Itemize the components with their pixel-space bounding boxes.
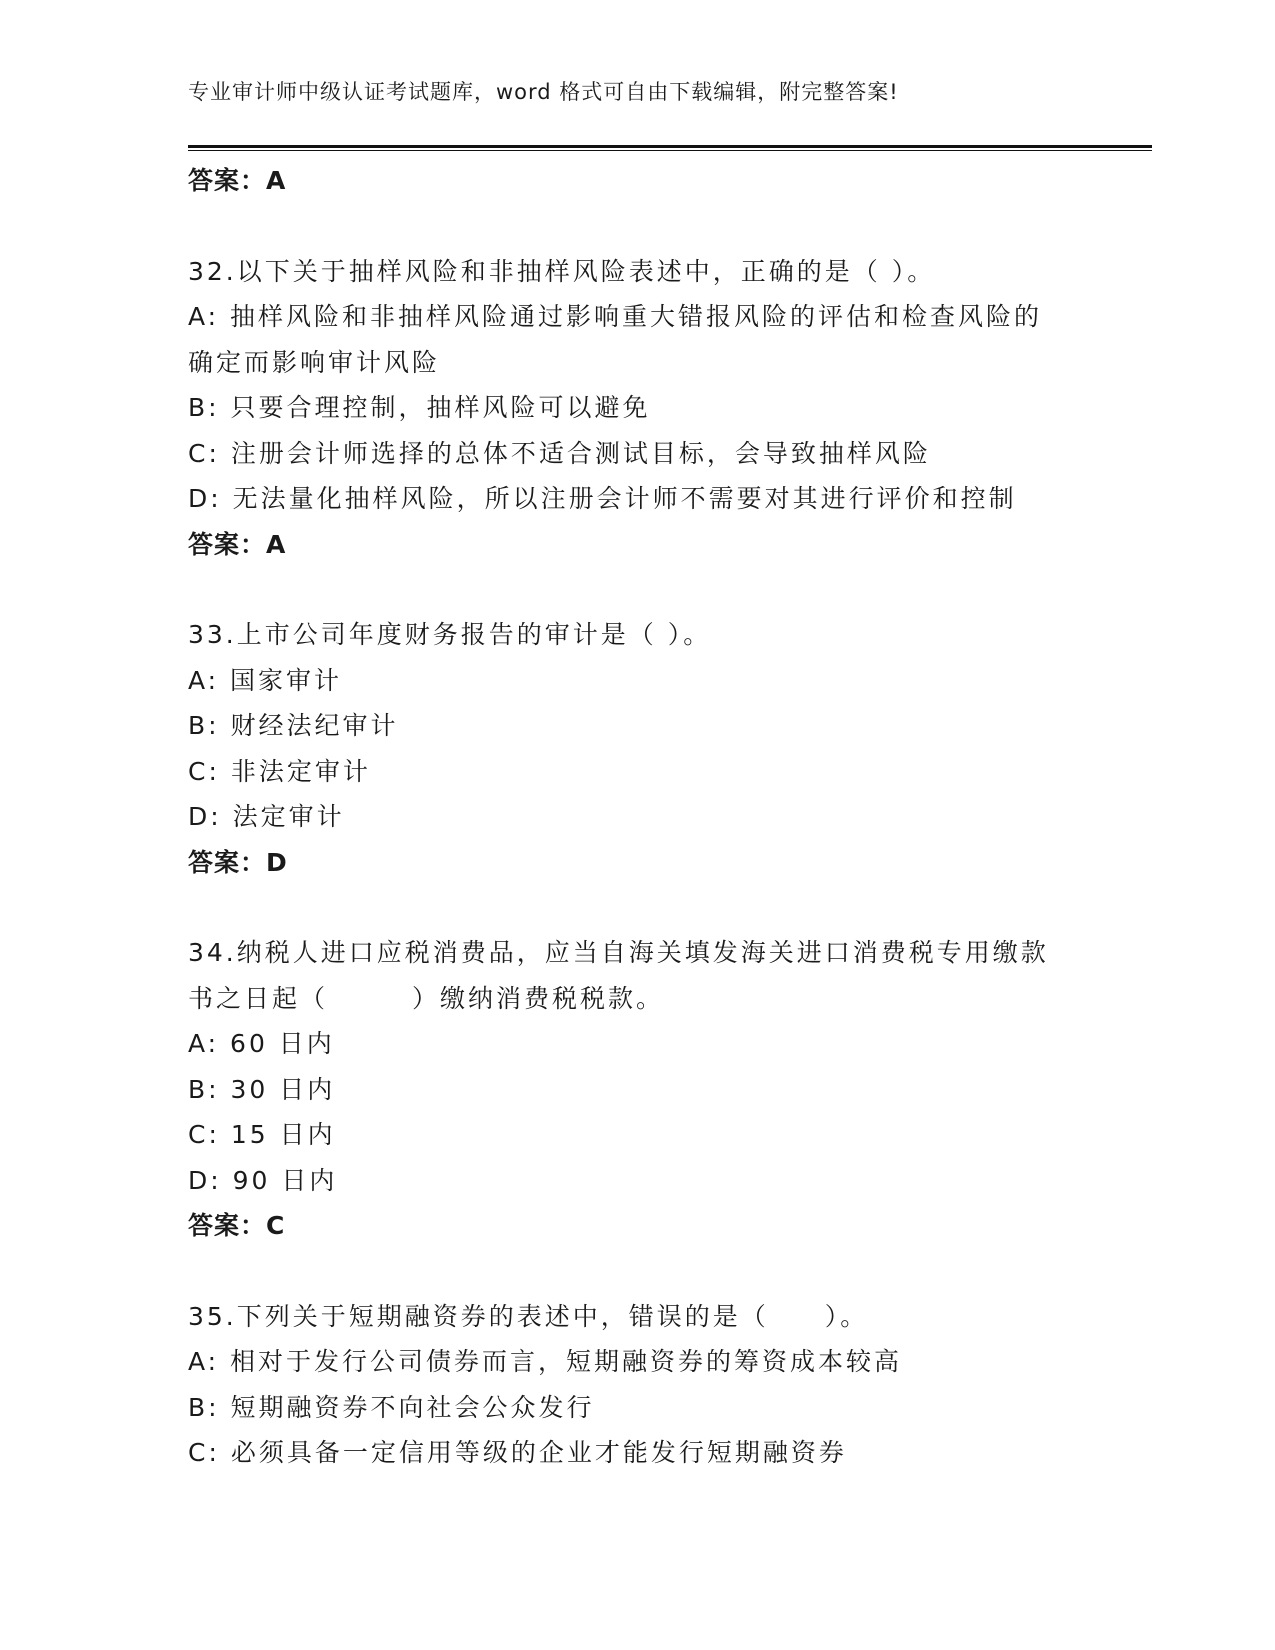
question-stem: 32.以下关于抽样风险和非抽样风险表述中，正确的是（ ）。 — [188, 256, 936, 286]
question-stem: 35.下列关于短期融资券的表述中，错误的是（ ）。 — [188, 1301, 869, 1331]
option-a: A: 国家审计 — [188, 665, 343, 695]
question-35 — [188, 1294, 1088, 1476]
spacer — [188, 1249, 1088, 1294]
option-b: B: 财经法纪审计 — [188, 711, 399, 740]
spacer — [188, 885, 1088, 930]
option-a: A: 抽样风险和非抽样风险通过影响重大错报风险的评估和检查风险的 — [188, 302, 1043, 331]
option-a: A: 相对于发行公司债券而言，短期融资券的筹资成本较高 — [188, 1347, 903, 1376]
question-33 — [188, 612, 1088, 885]
option-c: C: 非法定审计 — [188, 756, 371, 786]
question-stem-cont: 书之日起（ ）缴纳消费税税款。 — [188, 983, 665, 1013]
option-d: D: 90 日内 — [188, 1165, 338, 1195]
question-stem: 33.上市公司年度财务报告的审计是（ ）。 — [188, 620, 712, 649]
option-a-cont: 确定而影响审计风险 — [188, 347, 441, 377]
question-32 — [188, 249, 1088, 568]
question-content — [188, 158, 1088, 1476]
option-d: D: 法定审计 — [188, 802, 345, 831]
answer: 答案：A — [188, 529, 287, 559]
option-b: B: 只要合理控制，抽样风险可以避免 — [188, 393, 651, 422]
spacer — [188, 567, 1088, 612]
question-stem: 34.纳税人进口应税消费品，应当自海关填发海关进口消费税专用缴款 — [188, 938, 1049, 967]
option-b: B: 30 日内 — [188, 1074, 336, 1104]
answer-31: 答案：A — [188, 166, 287, 195]
header-rule — [188, 145, 1152, 148]
spacer — [188, 204, 1088, 249]
answer: 答案：D — [188, 847, 288, 877]
option-c: C: 15 日内 — [188, 1120, 336, 1149]
option-c: C: 注册会计师选择的总体不适合测试目标，会导致抽样风险 — [188, 438, 931, 468]
option-b: B: 短期融资券不向社会公众发行 — [188, 1392, 595, 1422]
question-34 — [188, 930, 1088, 1249]
option-d: D: 无法量化抽样风险，所以注册会计师不需要对其进行评价和控制 — [188, 484, 1017, 513]
header-rule-thin — [188, 150, 1152, 151]
answer: 答案：C — [188, 1211, 286, 1240]
option-a: A: 60 日内 — [188, 1029, 335, 1058]
option-c: C: 必须具备一定信用等级的企业才能发行短期融资券 — [188, 1438, 847, 1467]
page-header: 专业审计师中级认证考试题库，word 格式可自由下载编辑，附完整答案! — [188, 80, 899, 104]
